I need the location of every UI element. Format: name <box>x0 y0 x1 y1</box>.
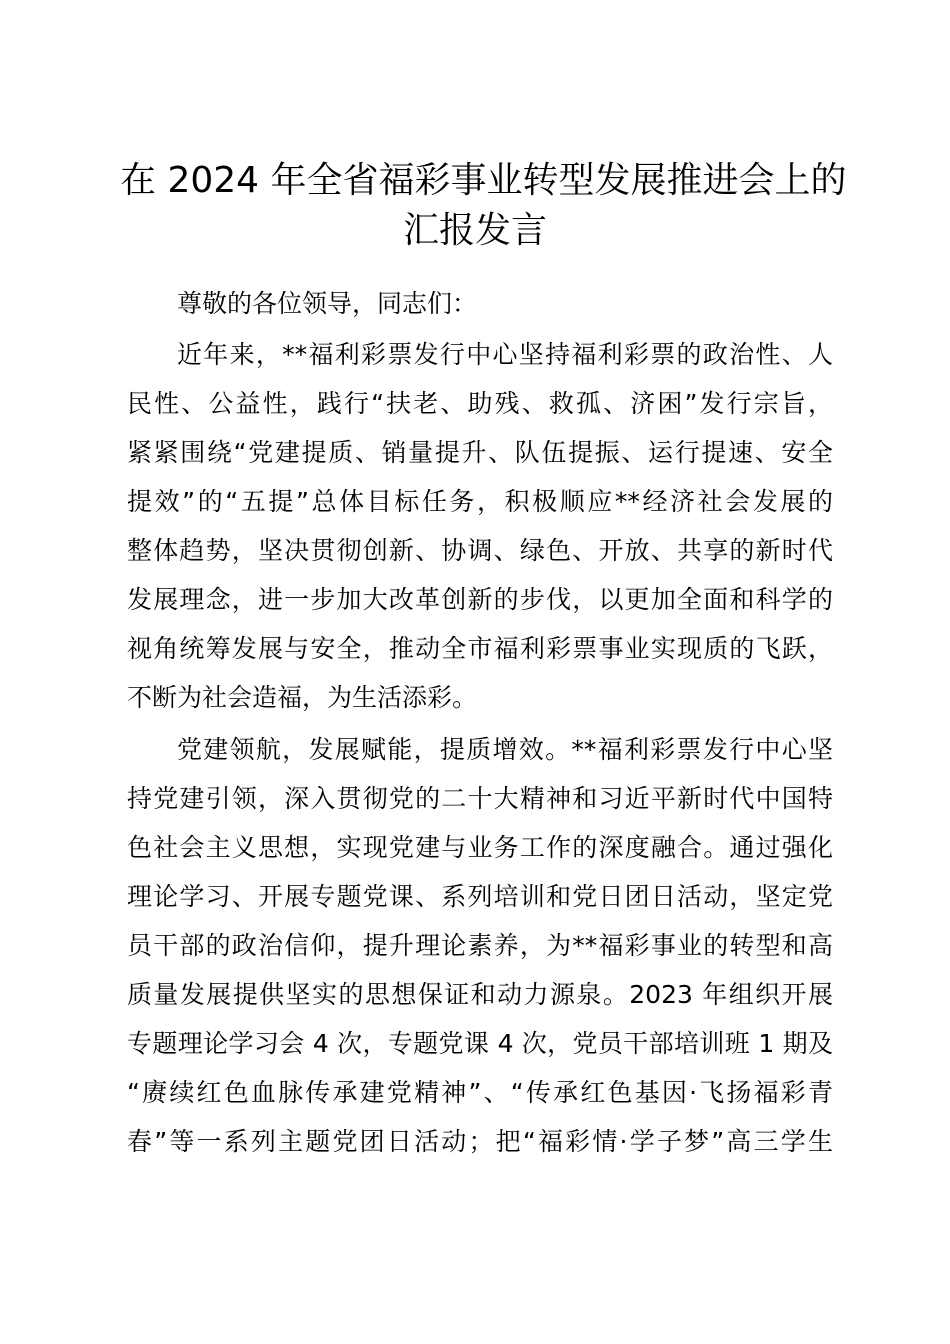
paragraph-1-line: 视角统筹发展与安全，推动全市福利彩票事业实现质的飞跃， <box>127 634 833 663</box>
paragraph-1-line: 提效”的“五提”总体目标任务，积极顺应**经济社会发展的 <box>127 487 833 516</box>
paragraph-2-line: 春”等一系列主题党团日活动；把“福彩情·学子梦”高三学生 <box>127 1127 833 1156</box>
paragraph-1-line: 民性、公益性，践行“扶老、助残、救孤、济困”发行宗旨， <box>127 389 833 418</box>
paragraph-2-line: “赓续红色血脉传承建党精神”、“传承红色基因·飞扬福彩青 <box>127 1078 833 1107</box>
document-title-line-2: 汇报发言 <box>402 210 547 251</box>
paragraph-2-line: 质量发展提供坚实的思想保证和动力源泉。2023 年组织开展 <box>127 980 833 1009</box>
paragraph-1-line: 不断为社会造福，为生活添彩。 <box>127 683 478 712</box>
paragraph-2-line: 持党建引领，深入贯彻党的二十大精神和习近平新时代中国特 <box>127 784 833 813</box>
paragraph-2-line: 员干部的政治信仰，提升理论素养，为**福彩事业的转型和高 <box>127 931 833 960</box>
paragraph-1-line: 紧紧围绕“党建提质、销量提升、队伍提振、运行提速、安全 <box>127 438 833 467</box>
paragraph-2-line: 党建领航，发展赋能，提质增效。**福利彩票发行中心坚 <box>177 735 833 764</box>
paragraph-2-line: 理论学习、开展专题党课、系列培训和党日团日活动，坚定党 <box>127 882 833 911</box>
paragraph-2-line: 色社会主义思想，实现党建与业务工作的深度融合。通过强化 <box>127 833 833 862</box>
paragraph-1-line: 近年来，**福利彩票发行中心坚持福利彩票的政治性、人 <box>177 340 833 369</box>
paragraph-1-line: 发展理念，进一步加大改革创新的步伐，以更加全面和科学的 <box>127 585 833 614</box>
paragraph-1-line: 整体趋势，坚决贯彻创新、协调、绿色、开放、共享的新时代 <box>127 536 833 565</box>
salutation: 尊敬的各位领导，同志们： <box>177 289 478 318</box>
paragraph-2-line: 专题理论学习会 4 次，专题党课 4 次，党员干部培训班 1 期及 <box>127 1029 833 1058</box>
document-title-line-1: 在 2024 年全省福彩事业转型发展推进会上的 <box>120 160 847 201</box>
